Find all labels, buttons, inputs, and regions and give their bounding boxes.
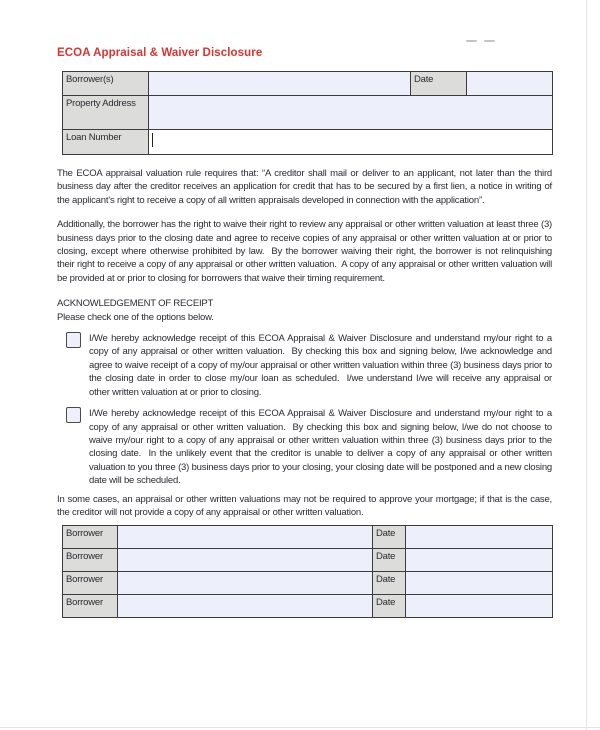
table-row (63, 595, 553, 618)
date-label: Date (373, 526, 406, 549)
rule-paragraph: The ECOA appraisal valuation rule requires that: “A creditor shall mail or deliver to an applicant, not later than the third business day after the creditor receives an application for credit that has to be secured by a first lien, a notice in writing of the applicant’s right to receive a copy of all written appraisals developed in connection with the application”. (57, 168, 555, 206)
acknowledgement-instruction: Please check one of the options below. (57, 311, 214, 323)
borrowers-field[interactable] (149, 72, 411, 96)
borrower-info-table (62, 71, 553, 155)
date-label: Date (373, 549, 406, 572)
loan-number-label: Loan Number (63, 130, 149, 155)
borrower-signature-field[interactable] (118, 572, 373, 595)
borrower-label: Borrower (63, 572, 118, 595)
page-edge-line-bottom (0, 727, 600, 728)
text-cursor (152, 133, 153, 147)
table-row (63, 96, 553, 130)
closing-paragraph: In some cases, an appraisal or other written valuations may not be required to approve your mortgage; if that is the case, the creditor will not provide a copy of any appraisal or other written valuation. (57, 493, 555, 518)
table-row (63, 130, 553, 155)
page-edge-line (586, 0, 587, 730)
signature-table (62, 525, 553, 618)
borrower-signature-field[interactable] (118, 549, 373, 572)
date-label: Date (373, 595, 406, 618)
faded-corner-mark (484, 40, 495, 42)
table-row (63, 72, 553, 96)
property-address-label: Property Address (63, 96, 149, 130)
waive-option-checkbox[interactable] (66, 332, 81, 348)
borrower-label: Borrower (63, 549, 118, 572)
no-waive-option-row (57, 407, 555, 487)
table-row (63, 526, 553, 549)
date-label: Date (373, 572, 406, 595)
date-field[interactable] (406, 526, 553, 549)
borrower-label: Borrower (63, 595, 118, 618)
date-field[interactable] (467, 72, 553, 96)
page-title: ECOA Appraisal & Waiver Disclosure (57, 47, 263, 59)
property-address-field[interactable] (149, 96, 553, 130)
faded-corner-mark (466, 40, 477, 42)
acknowledgement-heading: ACKNOWLEDGEMENT OF RECEIPT (57, 298, 214, 310)
date-field[interactable] (406, 572, 553, 595)
no-waive-option-text: I/We hereby acknowledge receipt of this ECOA Appraisal & Waiver Disclosure and understand my/our right to a copy of any appraisal or other written valuation. By checking this box and signing below, I/we do not choose to waive my/our right to a copy of any appraisal or other written valuation within three (3) business days prior to the closing date. In the unlikely event that the creditor is unable to deliver a copy of any appraisal or other written valuation to you three (3) business days prior to your closing, your closing date will be postponed and a new closing date will be scheduled. (89, 408, 555, 487)
borrower-label: Borrower (63, 526, 118, 549)
date-field[interactable] (406, 549, 553, 572)
borrowers-label: Borrower(s) (63, 72, 149, 96)
borrower-signature-field[interactable] (118, 595, 373, 618)
waive-option-row (57, 332, 555, 399)
table-row (63, 549, 553, 572)
date-field[interactable] (406, 595, 553, 618)
no-waive-option-checkbox[interactable] (66, 407, 81, 423)
waiver-paragraph: Additionally, the borrower has the right to waive their right to review any appraisal or other written valuation at least three (3) business days prior to the closing date and agree to receive copies of any appraisal or other written valuation at or prior to closing, except where otherwise prohibited by law. By the borrower waiving their right, the borrower is not relinquishing their right to receive a copy of any appraisal or other written valuation. A copy of any appraisal or other written valuation will be provided at or prior to closing for borrowers that waive their timing requirement. (57, 219, 555, 284)
table-row (63, 572, 553, 595)
borrower-signature-field[interactable] (118, 526, 373, 549)
date-label: Date (411, 72, 467, 96)
waive-option-text: I/We hereby acknowledge receipt of this ECOA Appraisal & Waiver Disclosure and understand my/our right to a copy of any appraisal or other written valuation. By checking this box and signing below, I/we acknowledge and agree to waive receipt of a copy of my/our appraisal or other written valuation within three (3) business days prior to the closing date in order to close my/our loan as scheduled. I/we understand I/we will receive any appraisal or other written valuation at or prior to closing. (89, 333, 555, 398)
loan-number-field[interactable] (149, 130, 553, 155)
